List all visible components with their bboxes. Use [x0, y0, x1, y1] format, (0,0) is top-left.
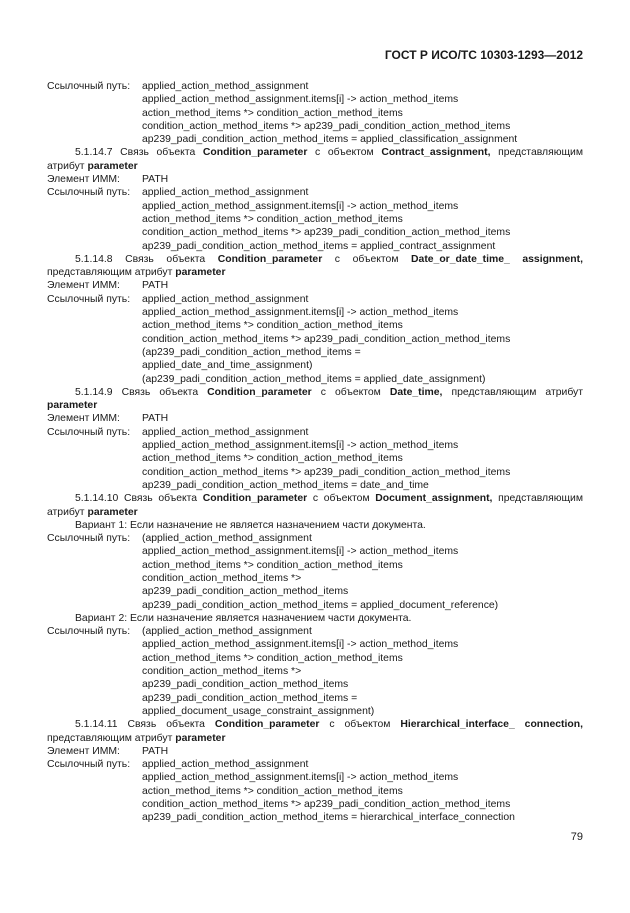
path-line: applied_action_method_assignment.items[i] -> action_method_items	[142, 772, 459, 784]
reference-path-row	[47, 293, 583, 306]
path-line: ap239_padi_condition_action_method_items = applied_contract_assignment	[142, 240, 496, 252]
path-line: action_method_items *> condition_action_method_items	[142, 785, 403, 797]
path-line: ap239_padi_condition_action_method_items	[142, 586, 349, 598]
section-heading-5-1-14-10: 5.1.14.10 Связь объекта Condition_parameter с объектом Document_assignment, представляющим атрибут parameter	[47, 493, 583, 518]
path-line: applied_date_and_time_assignment)	[142, 360, 313, 372]
path-line: applied_action_method_assignment.items[i] -> action_method_items	[142, 639, 459, 651]
path-line: action_method_items *> condition_action_method_items	[142, 652, 403, 664]
path-line: applied_action_method_assignment	[142, 81, 309, 92]
variant-note: Вариант 1: Если назначение не является назначением части документа.	[75, 519, 426, 531]
path-line: action_method_items *> condition_action_method_items	[142, 213, 403, 225]
path-line: ap239_padi_condition_action_method_items = applied_classification_assignment	[142, 134, 518, 146]
reference-path-label: Ссылочный путь:	[47, 533, 131, 545]
reference-path-row	[47, 625, 583, 638]
path-line: applied_action_method_assignment	[142, 187, 309, 199]
reference-path-row	[47, 758, 583, 771]
path-line: applied_action_method_assignment	[142, 426, 309, 438]
path-line: condition_action_method_items *>	[142, 572, 302, 584]
path-line: (applied_action_method_assignment	[142, 626, 312, 638]
path-line: (ap239_padi_condition_action_method_items =	[142, 346, 361, 358]
path-line: condition_action_method_items *> ap239_padi_condition_action_method_items	[142, 120, 511, 132]
path-line: condition_action_method_items *> ap239_padi_condition_action_method_items	[142, 227, 511, 239]
path-line: condition_action_method_items *> ap239_padi_condition_action_method_items	[142, 333, 511, 345]
path-line: applied_action_method_assignment.items[i] -> action_method_items	[142, 440, 459, 452]
element-row	[47, 173, 583, 186]
path-line: applied_action_method_assignment	[142, 759, 309, 771]
reference-path-row	[47, 532, 583, 545]
section-heading-5-1-14-8: 5.1.14.8 Связь объекта Condition_parameter с объектом Date_or_date_time_ assignment, представляющим атрибут parameter	[47, 253, 583, 279]
path-line: applied_action_method_assignment.items[i] -> action_method_items	[142, 546, 459, 558]
path-line: action_method_items *> condition_action_method_items	[142, 107, 403, 119]
reference-path-label: Ссылочный путь:	[47, 426, 131, 438]
element-row	[47, 279, 583, 292]
path-line: condition_action_method_items *> ap239_padi_condition_action_method_items	[142, 466, 511, 478]
path-line: action_method_items *> condition_action_method_items	[142, 559, 403, 571]
section-heading-5-1-14-7: 5.1.14.7 Связь объекта Condition_parameter с объектом Contract_assignment, представляющим атрибут parameter	[47, 147, 583, 172]
element-value: PATH	[142, 745, 169, 757]
element-label: Элемент ИММ:	[47, 280, 120, 292]
path-line: condition_action_method_items *> ap239_padi_condition_action_method_items	[142, 799, 511, 811]
path-line: (applied_action_method_assignment	[142, 533, 312, 545]
element-label: Элемент ИММ:	[47, 174, 120, 186]
element-value: PATH	[142, 280, 169, 292]
reference-path-label: Ссылочный путь:	[47, 626, 131, 638]
reference-path-label: Ссылочный путь:	[47, 293, 131, 305]
path-line: action_method_items *> condition_action_method_items	[142, 453, 403, 465]
path-line: ap239_padi_condition_action_method_items = applied_document_reference)	[142, 599, 499, 611]
section-heading-5-1-14-9: 5.1.14.9 Связь объекта Condition_parameter с объектом Date_time, представляющим атрибут parameter	[47, 386, 583, 412]
path-line: ap239_padi_condition_action_method_items =	[142, 692, 358, 704]
element-value: PATH	[142, 413, 169, 425]
path-line: (ap239_padi_condition_action_method_items = applied_date_assignment)	[142, 373, 486, 385]
reference-path-label: Ссылочный путь:	[47, 187, 131, 199]
reference-path-label: Ссылочный путь:	[47, 759, 131, 771]
element-row	[47, 412, 583, 425]
path-line: applied_action_method_assignment	[142, 293, 309, 305]
reference-path-label: Ссылочный путь:	[47, 81, 131, 92]
path-line: applied_action_method_assignment.items[i] -> action_method_items	[142, 200, 459, 212]
path-line: condition_action_method_items *>	[142, 666, 302, 678]
path-line: applied_document_usage_constraint_assignment)	[142, 705, 375, 717]
path-line: applied_action_method_assignment.items[i] -> action_method_items	[142, 94, 459, 106]
path-line: ap239_padi_condition_action_method_items = hierarchical_interface_connection	[142, 812, 515, 824]
path-line: ap239_padi_condition_action_method_items = date_and_time	[142, 479, 429, 491]
variant-note: Вариант 2: Если назначение является назначением части документа.	[75, 612, 412, 624]
standard-header: ГОСТ Р ИСО/ТС 10303-1293—2012	[384, 48, 583, 62]
element-row	[47, 745, 583, 758]
section-heading-5-1-14-11: 5.1.14.11 Связь объекта Condition_parameter с объектом Hierarchical_interface_ connection, представляющим атрибут parameter	[47, 719, 583, 744]
element-value: PATH	[142, 174, 169, 186]
element-label: Элемент ИММ:	[47, 413, 120, 425]
element-label: Элемент ИММ:	[47, 745, 120, 757]
path-line: applied_action_method_assignment.items[i] -> action_method_items	[142, 307, 459, 319]
path-line: action_method_items *> condition_action_method_items	[142, 320, 403, 332]
reference-path-row	[47, 426, 583, 439]
page-number: 79	[570, 831, 583, 843]
reference-path-row	[47, 186, 583, 199]
page-content	[47, 80, 583, 825]
path-line: ap239_padi_condition_action_method_items	[142, 679, 349, 691]
reference-path-row	[47, 80, 583, 93]
